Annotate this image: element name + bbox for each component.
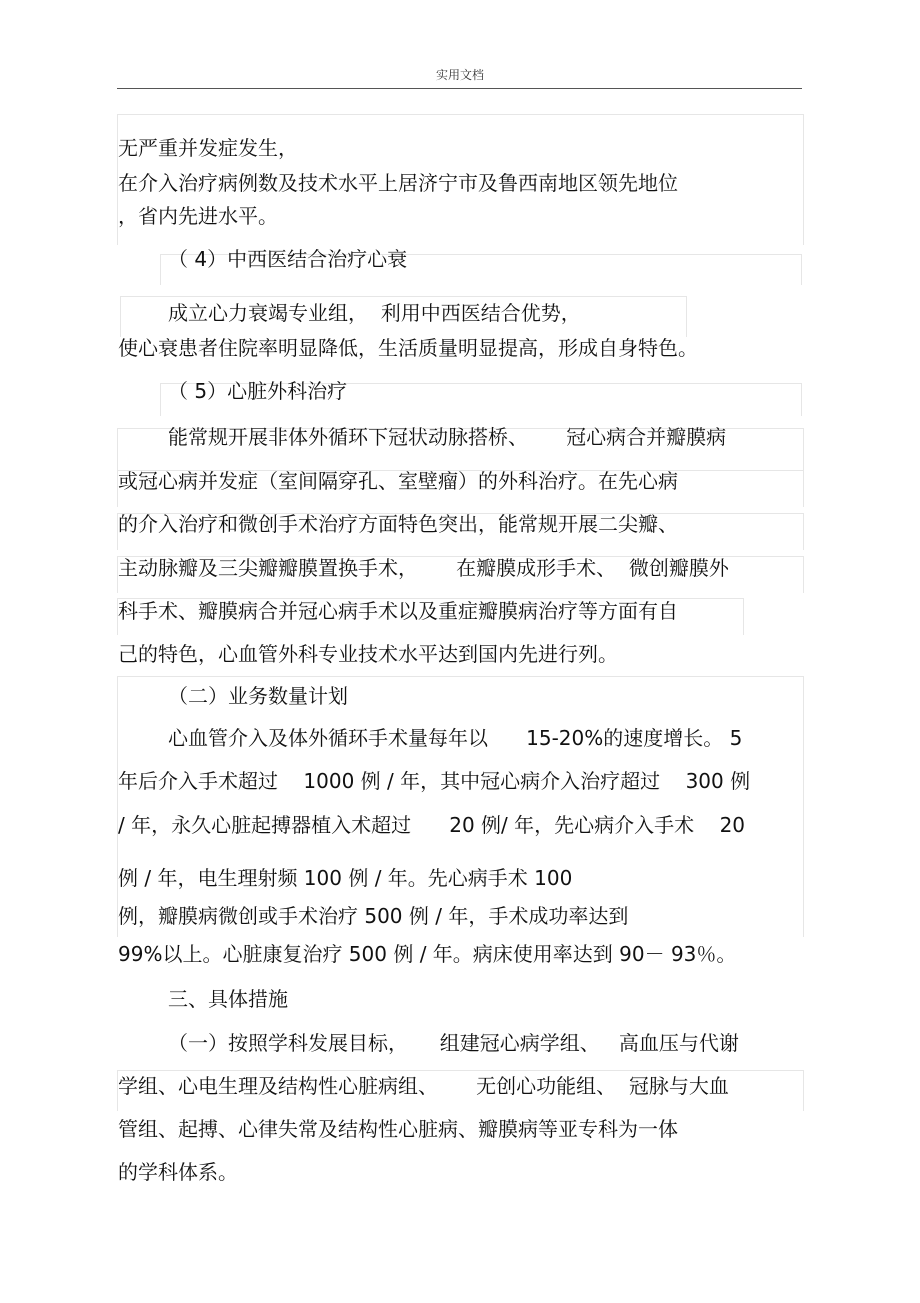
body-line-8: 的介入治疗和微创手术治疗方面特色突出，能常规开展二尖瓣、 [118, 512, 678, 536]
body-line-11: 己的特色，心血管外科专业技术水平达到国内先进行列。 [118, 642, 618, 666]
body-line-3: ，省内先进水平。 [118, 204, 278, 228]
body-line-4: 成立心力衰竭专业组， 利用中西医结合优势， [168, 301, 581, 325]
page-header: 实用文档 [435, 68, 484, 82]
body-line-17: 99%以上。心脏康复治疗 500 例 / 年。病床使用率达到 90－ 93％。 [118, 942, 737, 966]
scan-artifact-box [117, 676, 804, 937]
section-heading-measures: 三、具体措施 [168, 987, 288, 1011]
header-divider [117, 88, 802, 89]
body-line-19: 学组、心电生理及结构性心脏病组、 无创心功能组、 冠脉与大血 [118, 1074, 729, 1098]
body-line-2: 在介入治疗病例数及技术水平上居济宁市及鲁西南地区领先地位 [118, 171, 678, 195]
section-heading-plan: （二）业务数量计划 [168, 684, 348, 708]
body-line-5: 使心衰患者住院率明显降低，生活质量明显提高，形成自身特色。 [118, 336, 698, 360]
body-line-13: 年后介入手术超过 1000 例 / 年，其中冠心病介入治疗超过 300 例 [118, 769, 751, 793]
body-line-21: 的学科体系。 [118, 1160, 238, 1184]
body-line-10: 科手术、瓣膜病合并冠心病手术以及重症瓣膜病治疗等方面有自 [118, 599, 678, 623]
body-line-18: （一）按照学科发展目标， 组建冠心病学组、 高血压与代谢 [168, 1031, 739, 1055]
body-line-12: 心血管介入及体外循环手术量每年以 15-20%的速度增长。 5 [168, 726, 743, 750]
body-line-16: 例，瓣膜病微创或手术治疗 500 例 / 年，手术成功率达到 [118, 904, 629, 928]
body-line-20: 管组、起搏、心律失常及结构性心脏病、瓣膜病等亚专科为一体 [118, 1117, 678, 1141]
body-line-1: 无严重并发症发生， [118, 136, 298, 160]
body-line-9: 主动脉瓣及三尖瓣瓣膜置换手术， 在瓣膜成形手术、 微创瓣膜外 [118, 556, 729, 580]
body-line-7: 或冠心病并发症（室间隔穿孔、室壁瘤）的外科治疗。在先心病 [118, 469, 678, 493]
body-line-6: 能常规开展非体外循环下冠状动脉搭桥、 冠心病合并瓣膜病 [168, 425, 727, 449]
body-line-15: 例 / 年，电生理射频 100 例 / 年。先心病手术 100 [118, 866, 573, 890]
body-line-14: / 年，永久心脏起搏器植入术超过 20 例/ 年，先心病介入手术 20 [118, 813, 746, 837]
section-heading-5: （ 5）心脏外科治疗 [168, 379, 348, 403]
section-heading-4: （ 4）中西医结合治疗心衰 [168, 247, 408, 271]
